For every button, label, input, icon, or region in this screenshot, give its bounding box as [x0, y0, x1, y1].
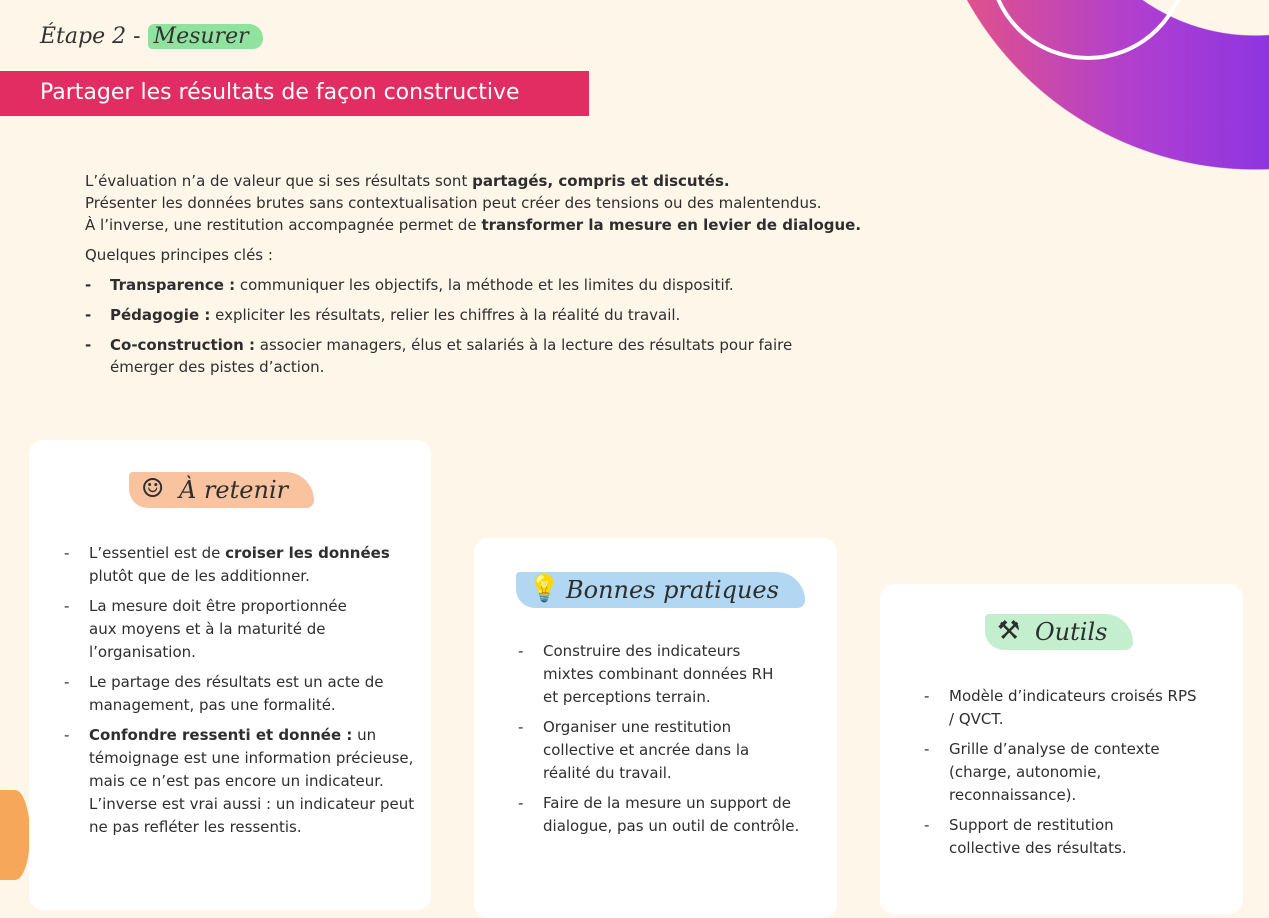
- list-item: - Modèle d’indicateurs croisés RPS / QVCT.: [922, 685, 1202, 731]
- intro-line: [85, 214, 905, 236]
- list-item: [62, 671, 392, 717]
- text: L’essentiel est de: [89, 544, 226, 562]
- term: Co-construction :: [110, 336, 255, 354]
- emphasis: partagés, compris et discutés.: [472, 172, 730, 190]
- card-title: [985, 614, 1133, 650]
- list-item: [62, 595, 372, 664]
- card-title: [516, 572, 805, 608]
- lightbulb-icon: 💡: [528, 574, 561, 604]
- principle-item: [85, 274, 905, 296]
- list-item: [62, 542, 402, 588]
- intro-text: [85, 170, 905, 386]
- card-bonnes-pratiques: [474, 538, 837, 918]
- tools-icon: ⚒: [997, 616, 1021, 646]
- text: À l’inverse, une restitution accompagnée permet de: [85, 216, 482, 234]
- list-item: [62, 724, 417, 839]
- card-outils: [880, 584, 1243, 914]
- emphasis: Confondre ressenti et donnée :: [89, 726, 353, 744]
- text: associer managers, élus et salariés à la lecture des résultats pour faire émerger des pistes d’action.: [110, 336, 793, 376]
- text: un témoignage est une information précieuse, mais ce n’est pas encore un indicateur. L’inverse est vrai aussi : un indicateur peut ne pas refléter les ressentis.: [89, 726, 415, 836]
- title-text: À retenir: [179, 476, 289, 504]
- list-item: - Construire des indicateurs mixtes combinant données RH et perceptions terrain.: [516, 640, 786, 709]
- text: L’évaluation n’a de valeur que si ses résultats sont: [85, 172, 473, 190]
- page-title: Partager les résultats de façon constructive: [0, 71, 589, 116]
- list-item: - Organiser une restitution collective et ancrée dans la réalité du travail.: [516, 716, 776, 785]
- card-list: [62, 542, 422, 846]
- brain-head-icon: ☺: [141, 474, 165, 504]
- card-a-retenir: [29, 440, 431, 910]
- text: communiquer les objectifs, la méthode et les limites du dispositif.: [235, 276, 734, 294]
- card-list: [516, 640, 816, 845]
- text: La mesure doit être proportionnée aux moyens et à la maturité de l’organisation.: [89, 597, 347, 661]
- intro-line: [85, 170, 905, 192]
- title-text: Bonnes pratiques: [566, 576, 779, 604]
- text: expliciter les résultats, relier les chiffres à la réalité du travail.: [210, 306, 681, 324]
- card-list: [922, 685, 1222, 867]
- title-text: Outils: [1035, 618, 1108, 646]
- step-heading: [40, 24, 263, 49]
- text: plutôt que de les additionner.: [89, 567, 310, 585]
- step-name: Mesurer: [148, 24, 263, 49]
- term: Transparence :: [110, 276, 236, 294]
- decorative-blob: [0, 790, 30, 880]
- principle-item: [85, 304, 905, 326]
- card-title: [129, 472, 314, 508]
- emphasis: transformer la mesure en levier de dialogue.: [481, 216, 862, 234]
- term: Pédagogie :: [110, 306, 211, 324]
- principles-list: [85, 274, 905, 378]
- list-item: - Grille d’analyse de contexte (charge, autonomie, reconnaissance).: [922, 738, 1192, 807]
- emphasis: croiser les données: [225, 544, 390, 562]
- list-item: - Faire de la mesure un support de dialogue, pas un outil de contrôle.: [516, 792, 806, 838]
- principle-item: [85, 334, 825, 378]
- intro-line: Quelques principes clés :: [85, 246, 273, 264]
- intro-line: Présenter les données brutes sans contextualisation peut créer des tensions ou des malentendus.: [85, 194, 822, 212]
- list-item: - Support de restitution collective des résultats.: [922, 814, 1162, 860]
- step-prefix: Étape 2 -: [40, 24, 141, 49]
- text: Le partage des résultats est un acte de management, pas une formalité.: [89, 673, 384, 714]
